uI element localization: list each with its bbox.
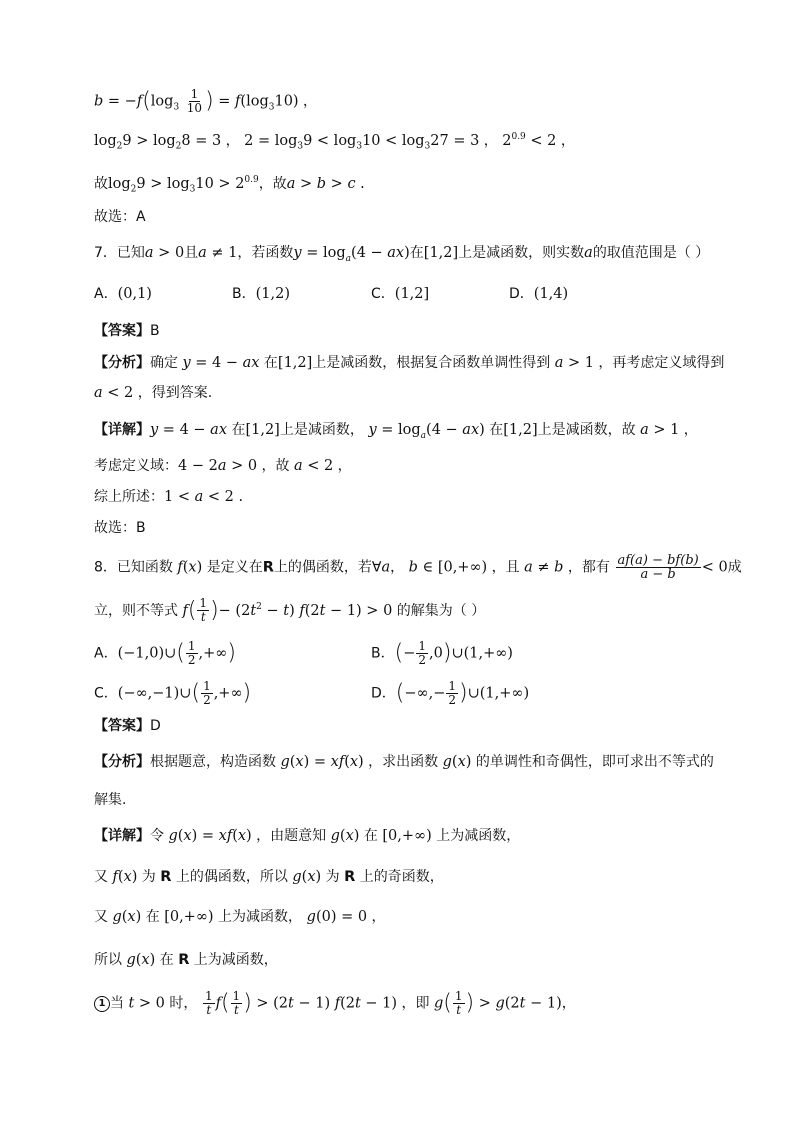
q8-option-a[interactable]: A．(−1,0)∪( $\frac{1}{2}$ ,+∞): [94, 639, 236, 667]
q8-analysis-line-2: 解集.: [94, 792, 127, 808]
question-7-stem: 7．已知a > 0且a ≠ 1，若函数$y = \log_a(4 - ax)$在[1,2]上是减函数，则实数a的取值范围是（ ）: [94, 245, 710, 264]
q8-detail-line-2: 又 f(x) 为 R 上的偶函数，所以 g(x) 为 R 上的奇函数，: [94, 869, 444, 885]
q8-detail-line-5: 1 当 t > 0 时， $\frac{1}{t}$ f( $\frac{1}{t}$ ) > (2t − 1) f(2t − 1) ，即 g( $\frac{1}{t}$ ) > g(2t − 1)，: [94, 990, 576, 1017]
q8-option-d[interactable]: D．(−∞,− $\frac{1}{2}$ )∪(1,+∞): [371, 679, 530, 707]
derivation-line-1: $b = -f(\log_3$ $\frac{1}{10}$ ) = $f(\log_310)$ ，: [94, 87, 318, 115]
q7-detail-line-4: 故选：B: [94, 520, 146, 536]
q8-detail-line-1: 【详解】令 g(x) = xf(x) ，由题意知 g(x) 在 [0,+∞) 上为减函数，: [94, 828, 521, 844]
q7-detail-line-3: 综上所述：1 < a < 2 .: [94, 489, 244, 505]
question-8-stem-line-1: 8．已知函数 f(x) 是定义在R上的偶函数，若∀a， b ∈ [0,+∞) ，且 a ≠ b ，都有 $\frac{af(a) - bf(b)}{a - b}$ < 0成: [94, 553, 742, 582]
q7-analysis-line-1: 【分析】确定 y = 4 − ax 在[1,2]上是减函数，根据复合函数单调性得到 a > 1 ，再考虑定义域得到: [94, 355, 725, 371]
q7-option-a[interactable]: A．(0,1): [94, 286, 152, 302]
q7-option-d[interactable]: D．(1,4): [509, 286, 569, 302]
q7-answer: 【答案】B: [94, 323, 160, 339]
derivation-line-3: 故$\log_29 > \log_310 > 2^{0.9}$，故a > b > c .: [94, 175, 365, 195]
q8-detail-line-4: 所以 g(x) 在 R 上为减函数，: [94, 952, 278, 968]
q7-detail-line-1: 【详解】y = 4 − ax 在[1,2]上是减函数， $y = \log_a(4 - ax)$ 在[1,2]上是减函数，故 a > 1 ，: [94, 422, 698, 441]
q7-analysis-line-2: a < 2 ，得到答案.: [94, 385, 213, 401]
q8-option-b[interactable]: B．(− $\frac{1}{2}$ ,0)∪(1,+∞): [371, 639, 513, 667]
circled-number-1: 1: [94, 996, 110, 1012]
q8-answer: 【答案】D: [94, 718, 161, 734]
q8-option-c[interactable]: C．(−∞,−1)∪( $\frac{1}{2}$ ,+∞): [94, 679, 252, 707]
q7-option-c[interactable]: C．(1,2]: [371, 286, 430, 302]
q8-detail-line-3: 又 g(x) 在 [0,+∞) 上为减函数， g(0) = 0 ，: [94, 909, 386, 925]
question-8-stem-line-2: 立，则不等式 f( $\frac{1}{t}$ )− $(2t^2 - t) f(2t - 1) > 0$ 的解集为（ ）: [94, 596, 486, 625]
q7-option-b[interactable]: B．(1,2): [232, 286, 290, 302]
q7-detail-line-2: 考虑定义域：4 − 2a > 0 ，故 a < 2 ，: [94, 458, 352, 474]
choice-line: 故选：A: [94, 209, 146, 225]
q8-analysis-line-1: 【分析】根据题意，构造函数 g(x) = xf(x) ，求出函数 g(x) 的单调性和奇偶性，即可求出不等式的: [94, 754, 714, 770]
derivation-line-2: $\log_29 > \log_28 = 3$ ， $2 = \log_39 < \log_310 < \log_327 = 3$ ， $2^{0.9} < 2$ ，: [94, 132, 575, 152]
